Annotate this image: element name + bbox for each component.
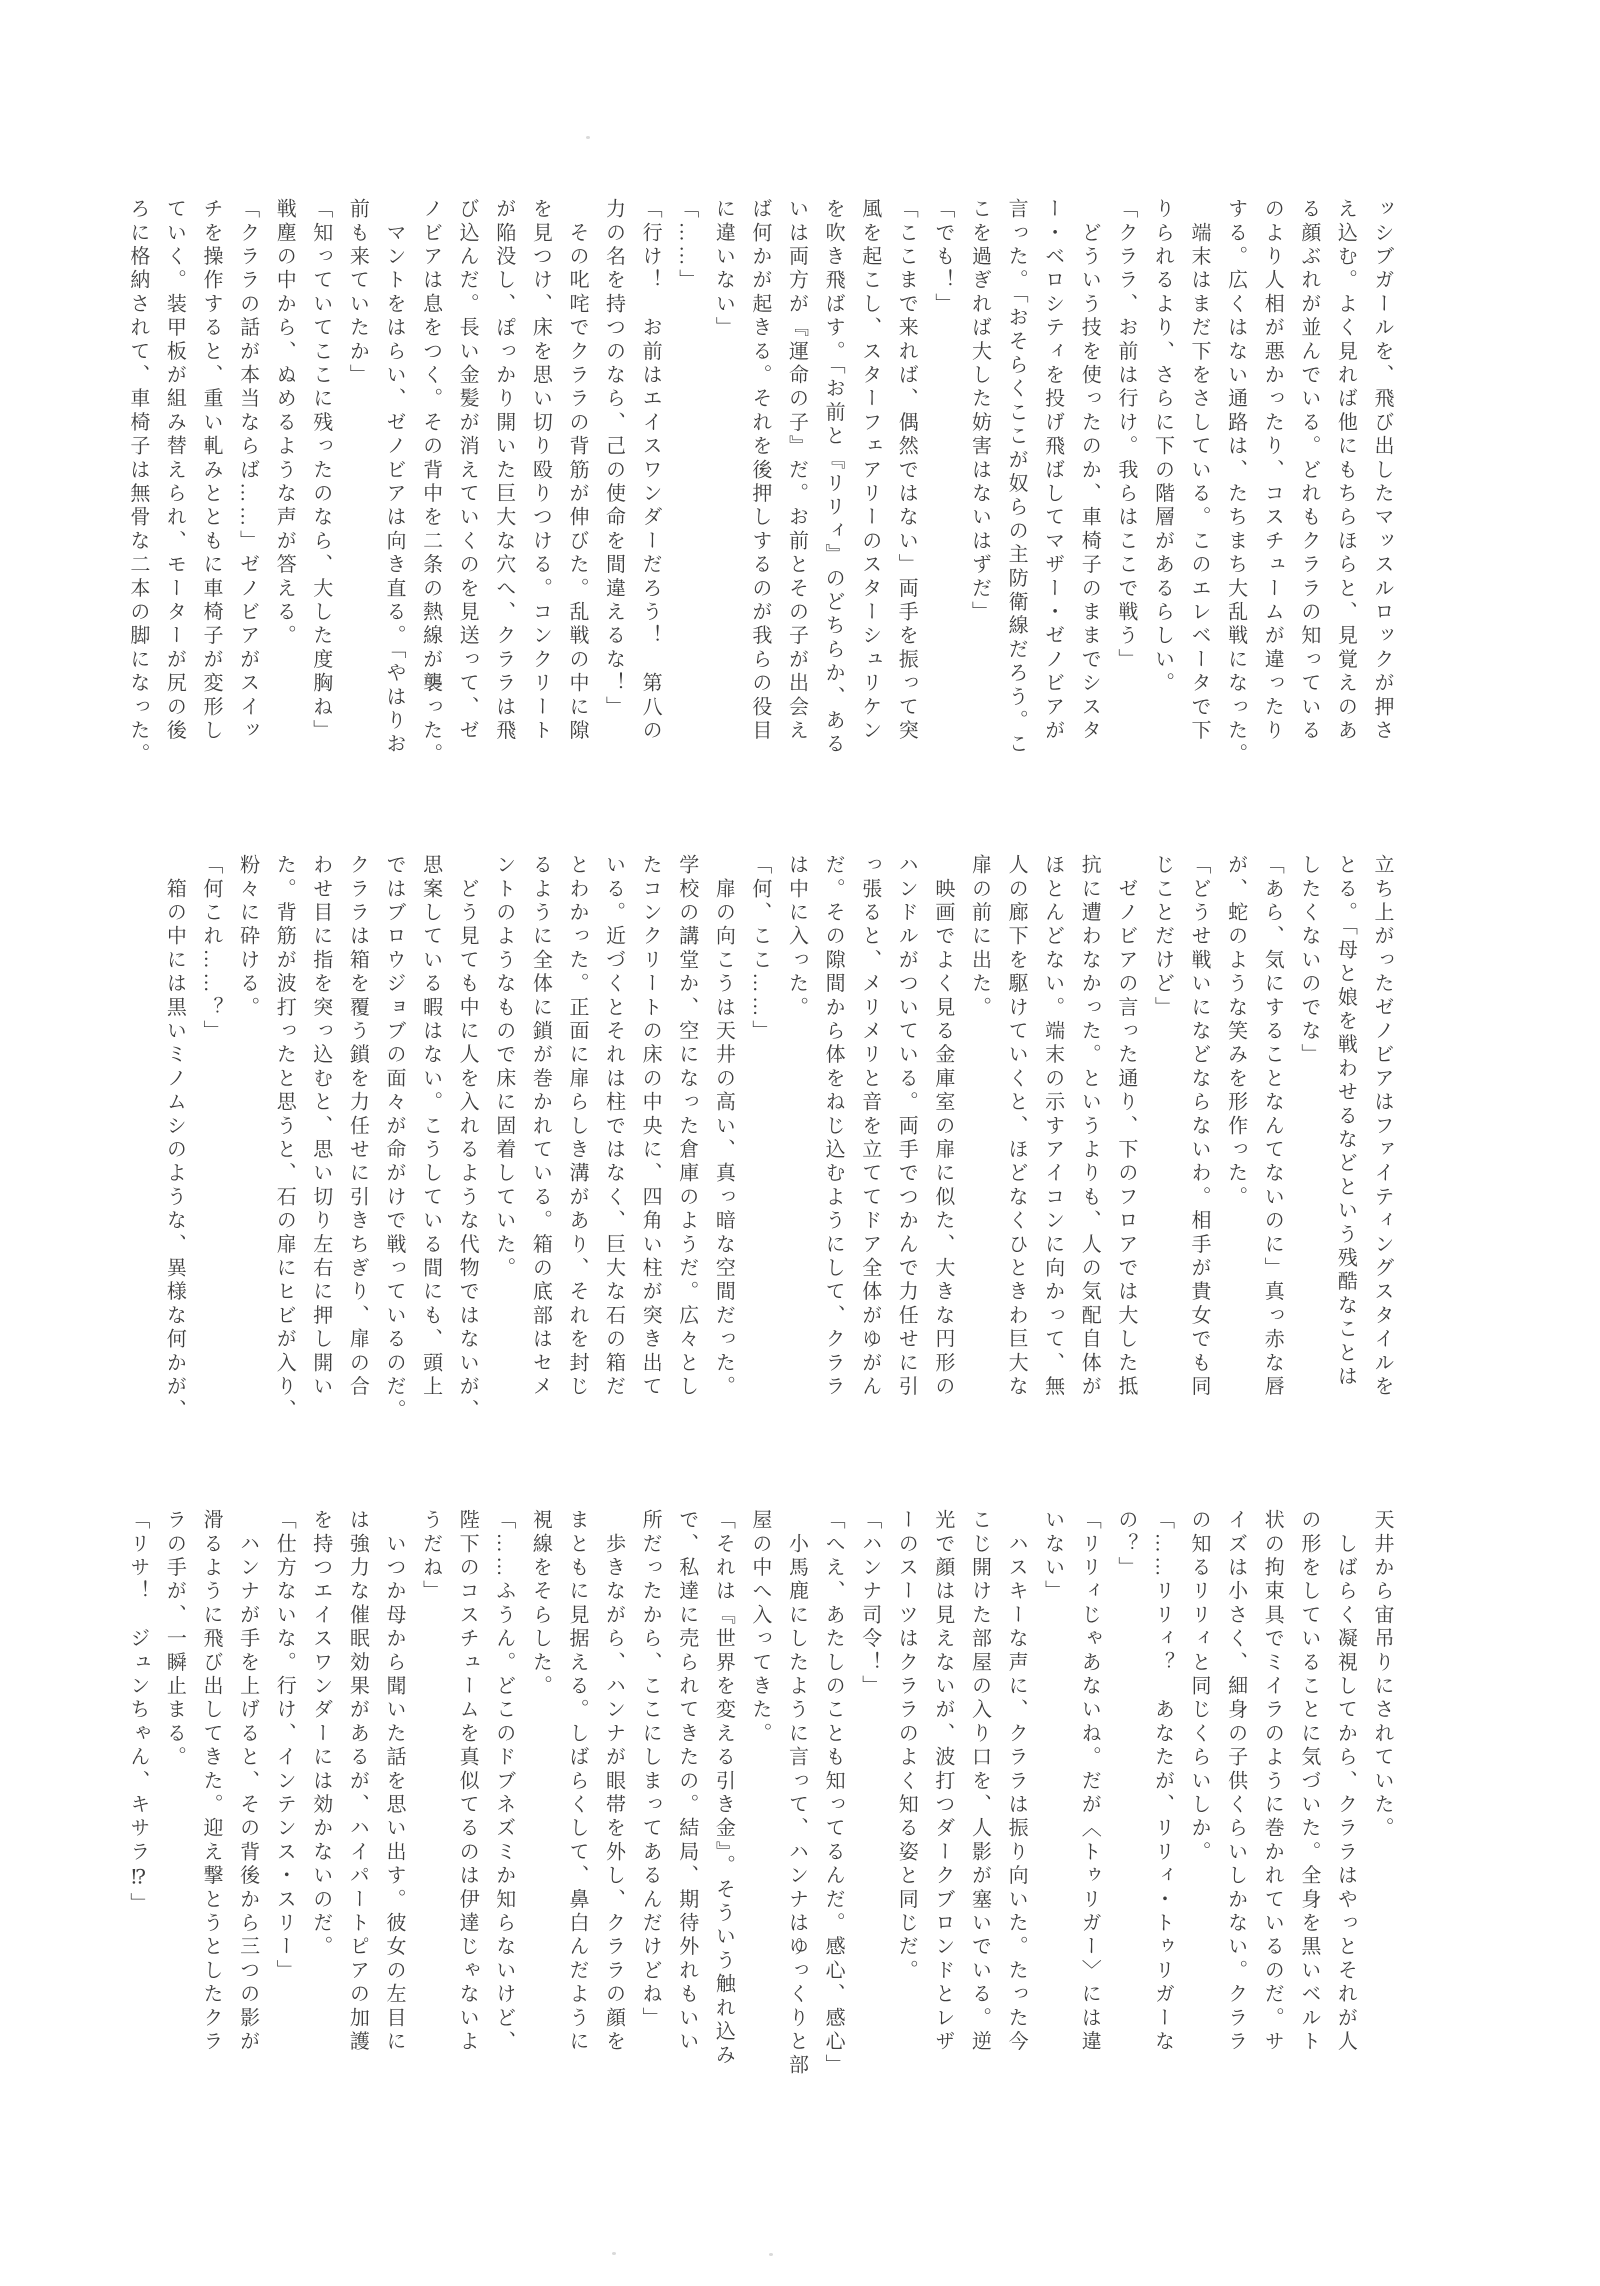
- text-column: いない」: [1041, 1509, 1064, 1604]
- text-column: チを操作すると、重い軋みとともに車椅子が変形し: [200, 198, 222, 744]
- text-column: うだね」: [419, 1509, 442, 1604]
- text-column: りられるより、さらに下の階層があるらしい。: [1151, 198, 1174, 696]
- text-column: 「へえ、あたしのことも知ってるんだ。感心、感心」: [822, 1509, 845, 2078]
- text-column: 陛下のコスチュームを真似てるのは伊達じゃないよ: [456, 1509, 479, 2055]
- text-column: 視線をそらした。: [529, 1509, 552, 1699]
- text-column: た。背筋が波打ったと思うと、石の扉にヒビが入り、: [273, 854, 296, 1423]
- text-column: の形をしていることに気づいた。全身を黒いベルト: [1297, 1509, 1320, 2055]
- text-column: とわかった。正面に扉らしき溝があり、それを封じ: [565, 854, 588, 1400]
- text-column: 所だったから、ここにしまってあるんだけどね」: [639, 1509, 662, 2031]
- text-column: マントをはらい、ゼノビアは向き直る。「やはりお: [382, 198, 405, 757]
- text-column: 「ここまで来れば、偶然ではない」両手を振って突: [895, 198, 918, 744]
- text-column: ハンドルがついている。両手でつかんで力任せに引: [895, 854, 918, 1400]
- text-column: 天井から宙吊りにされていた。: [1371, 1509, 1393, 1841]
- text-column: する。広くはない通路は、たちまち大乱戦になった。: [1224, 198, 1247, 767]
- text-column: のより人相が悪かったり、コスチュームが違ったり: [1261, 198, 1284, 744]
- text-column: ろに格納されて、車椅子は無骨な二本の脚になった。: [126, 198, 149, 767]
- text-column: が陥没し、ぽっかり開いた巨大な穴へ、クララは飛: [492, 198, 515, 744]
- text-column: ノビアは息をつく。その背中を二条の熱線が襲った。: [419, 198, 442, 767]
- text-column: 思案している暇はない。こうしている間にも、頭上: [419, 854, 442, 1400]
- text-column: 扉の向こうは天井の高い、真っ暗な空間だった。: [712, 854, 735, 1400]
- text-column: を見つけ、床を思い切り殴りつける。コンクリート: [529, 198, 552, 744]
- text-column: 学校の講堂か、空になった倉庫のようだ。広々とし: [675, 854, 698, 1400]
- text-column: 光で顔は見えないが、波打つダークブロンドとレザ: [931, 1509, 954, 2055]
- text-column: っ張ると、メリメリと音を立ててドア全体がゆがん: [858, 854, 881, 1400]
- scan-speck: [769, 2253, 773, 2256]
- text-column: るように全体に鎖が巻かれている。箱の底部はセメ: [529, 854, 552, 1400]
- text-column: ラの手が、一瞬止まる。: [163, 1509, 186, 1770]
- text-column: び込んだ。長い金髪が消えていくのを見送って、ゼ: [456, 198, 479, 744]
- text-column: しばらく凝視してから、クララはやっとそれが人: [1334, 1509, 1357, 2055]
- text-column: 粉々に砕ける。: [236, 854, 259, 1020]
- text-column: 「どうせ戦いになどならないわ。相手が貴女でも同: [1188, 854, 1211, 1400]
- text-column: イズは小さく、細身の子供くらいしかない。クララ: [1224, 1509, 1247, 2055]
- text-column: で、私達に売られてきたの。結局、期待外れもいい: [675, 1509, 698, 2055]
- text-column: を吹き飛ばす。「お前と『リリィ』のどちらか、ある: [822, 198, 845, 757]
- text-column: は中に入った。: [785, 854, 808, 1020]
- text-column: 「あら、気にすることなんてないのに」真っ赤な唇: [1261, 854, 1284, 1400]
- text-column: に違いない」: [712, 198, 735, 341]
- text-column: ではブロウジョブの面々が命がけで戦っているのだ。: [382, 854, 405, 1423]
- text-column: 扉の前に出た。: [968, 854, 991, 1020]
- text-column: クララは箱を覆う鎖を力任せに引きちぎり、扉の合: [346, 854, 369, 1400]
- text-column: 「リサ！ ジュンちゃん、キサラ⁉」: [126, 1509, 149, 1916]
- text-column: 「クララの話が本当ならば……」ゼノビアがスイッ: [236, 198, 259, 744]
- text-column: ーのスーツはクララのよく知る姿と同じだ。: [895, 1509, 918, 1983]
- text-column: ほとんどない。端末の示すアイコンに向かって、無: [1041, 854, 1064, 1400]
- text-column: は強力な催眠効果があるが、ハイパートピアの加護: [346, 1509, 369, 2055]
- text-column: 小馬鹿にしたように言って、ハンナはゆっくりと部: [785, 1509, 808, 2078]
- text-column: いは両方が『運命の子』だ。お前とその子が出会え: [785, 198, 808, 744]
- text-column: 人の廊下を駆けていくと、ほどなくひときわ巨大な: [1005, 854, 1028, 1400]
- text-column: いつか母から聞いた話を思い出す。彼女の左目に: [382, 1509, 405, 2055]
- text-column: どういう技を使ったのか、車椅子のままでシスタ: [1078, 198, 1101, 744]
- text-column: 映画でよく見る金庫室の扉に似た、大きな円形の: [931, 854, 954, 1400]
- text-column: その叱咤でクララの背筋が伸びた。乱戦の中に隙: [565, 198, 588, 744]
- text-column: ハンナが手を上げると、その背後から三つの影が: [236, 1509, 259, 2055]
- text-column: 滑るように飛び出してきた。迎え撃とうとしたクラ: [200, 1509, 222, 2055]
- text-column: 風を起こし、スターフェアリーのスターシュリケン: [858, 198, 881, 744]
- text-column: わせ目に指を突っ込むと、思い切り左右に押し開い: [309, 854, 332, 1400]
- text-column: ントのようなもので床に固着していた。: [492, 854, 515, 1281]
- text-column: の知るリリィと同じくらいしか。: [1188, 1509, 1211, 1865]
- text-column: 状の拘束具でミイラのように巻かれているのだ。サ: [1261, 1509, 1284, 2055]
- text-column: 「……リリィ？ あなたが、リリィ・トゥリガーな: [1151, 1509, 1174, 2055]
- text-column: 屋の中へ入ってきた。: [748, 1509, 771, 1746]
- text-column: 「でも！」: [931, 198, 954, 317]
- text-column: じことだけど」: [1151, 854, 1174, 1020]
- text-column: したくないのでな」: [1297, 854, 1320, 1068]
- text-column: 戦塵の中から、ぬめるような声が答える。: [273, 198, 296, 649]
- text-column: 「ハンナ司令！」: [858, 1509, 881, 1699]
- text-column: ば何かが起きる。それを後押しするのが我らの役目: [748, 198, 771, 744]
- text-column: 抗に遭わなかった。というよりも、人の気配自体が: [1078, 854, 1101, 1400]
- text-column: 「行け！ お前はエイスワンダーだろう！ 第八の: [639, 198, 662, 744]
- text-column: え込む。よく見れば他にもちらほらと、見覚えのあ: [1334, 198, 1357, 744]
- text-column: 箱の中には黒いミノムシのような、異様な何かが、: [163, 854, 186, 1423]
- text-column: が、蛇のような笑みを形作った。: [1224, 854, 1247, 1210]
- text-column: こを過ぎれば大した妨害はないはずだ」: [968, 198, 991, 625]
- text-column: る顔ぶれが並んでいる。どれもクララの知っている: [1297, 198, 1320, 744]
- text-column: ゼノビアの言った通り、下のフロアでは大した抵: [1114, 854, 1137, 1400]
- text-column: 端末はまだ下をさしている。このエレベータで下: [1188, 198, 1211, 744]
- text-column: ッシブガールを、飛び出したマッスルロックが押さ: [1371, 198, 1393, 744]
- text-column: ていく。装甲板が組み替えられ、モーターが尻の後: [163, 198, 186, 744]
- text-column: 「知っていてここに残ったのなら、大した度胸ね」: [309, 198, 332, 744]
- text-column: たコンクリートの床の中央に、四角い柱が突き出て: [639, 854, 662, 1400]
- text-column: ハスキーな声に、クララは振り向いた。たった今: [1005, 1509, 1028, 2055]
- text-column: いる。近づくとそれは柱ではなく、巨大な石の箱だ: [602, 854, 625, 1400]
- scan-speck: [612, 2252, 616, 2255]
- text-column: 言った。「おそらくここが奴らの主防衛線だろう。こ: [1005, 198, 1028, 757]
- text-column: どう見ても中に人を入れるような代物ではないが、: [456, 854, 479, 1423]
- text-column: 「クララ、お前は行け。我らはここで戦う」: [1114, 198, 1137, 672]
- text-column: の？」: [1114, 1509, 1137, 1581]
- text-column: を持つエイスワンダーには効かないのだ。: [309, 1509, 332, 1960]
- text-block-2: [156, 854, 1400, 1428]
- text-column: 「リリィじゃあないね。だが〈トゥリガー〉には違: [1078, 1509, 1101, 2055]
- text-column: 前も来ていたか」: [346, 198, 369, 388]
- scan-speck: [586, 136, 590, 139]
- text-column: 「……ふうん。どこのドブネズミか知らないけど、: [492, 1509, 515, 2055]
- text-column: まともに見据える。しばらくして、鼻白んだように: [565, 1509, 588, 2055]
- text-column: 「……」: [675, 198, 698, 293]
- text-column: 「仕方ないな。行け、インテンス・スリー」: [273, 1509, 296, 1983]
- text-column: とる。「母と娘を戦わせるなどという残酷なことは: [1334, 854, 1357, 1390]
- text-column: 「何これ……？」: [200, 854, 222, 1044]
- text-block-3: [119, 1509, 1400, 2083]
- text-column: 歩きながら、ハンナが眼帯を外し、クララの顔を: [602, 1509, 625, 2055]
- text-column: 「何、ここ……」: [748, 854, 771, 1044]
- text-column: こじ開けた部屋の入り口を、人影が塞いでいる。逆: [968, 1509, 991, 2055]
- text-column: 立ち上がったゼノビアはファイティングスタイルを: [1371, 854, 1393, 1400]
- text-column: ー・ベロシティを投げ飛ばしてマザー・ゼノビアが: [1041, 198, 1064, 744]
- text-column: 力の名を持つのなら、己の使命を間違えるな！」: [602, 198, 625, 720]
- text-column: 「それは『世界を変える引き金』。そういう触れ込み: [712, 1509, 735, 2068]
- text-block-1: [119, 198, 1400, 772]
- text-column: だ。その隙間から体をねじ込むようにして、クララ: [822, 854, 845, 1400]
